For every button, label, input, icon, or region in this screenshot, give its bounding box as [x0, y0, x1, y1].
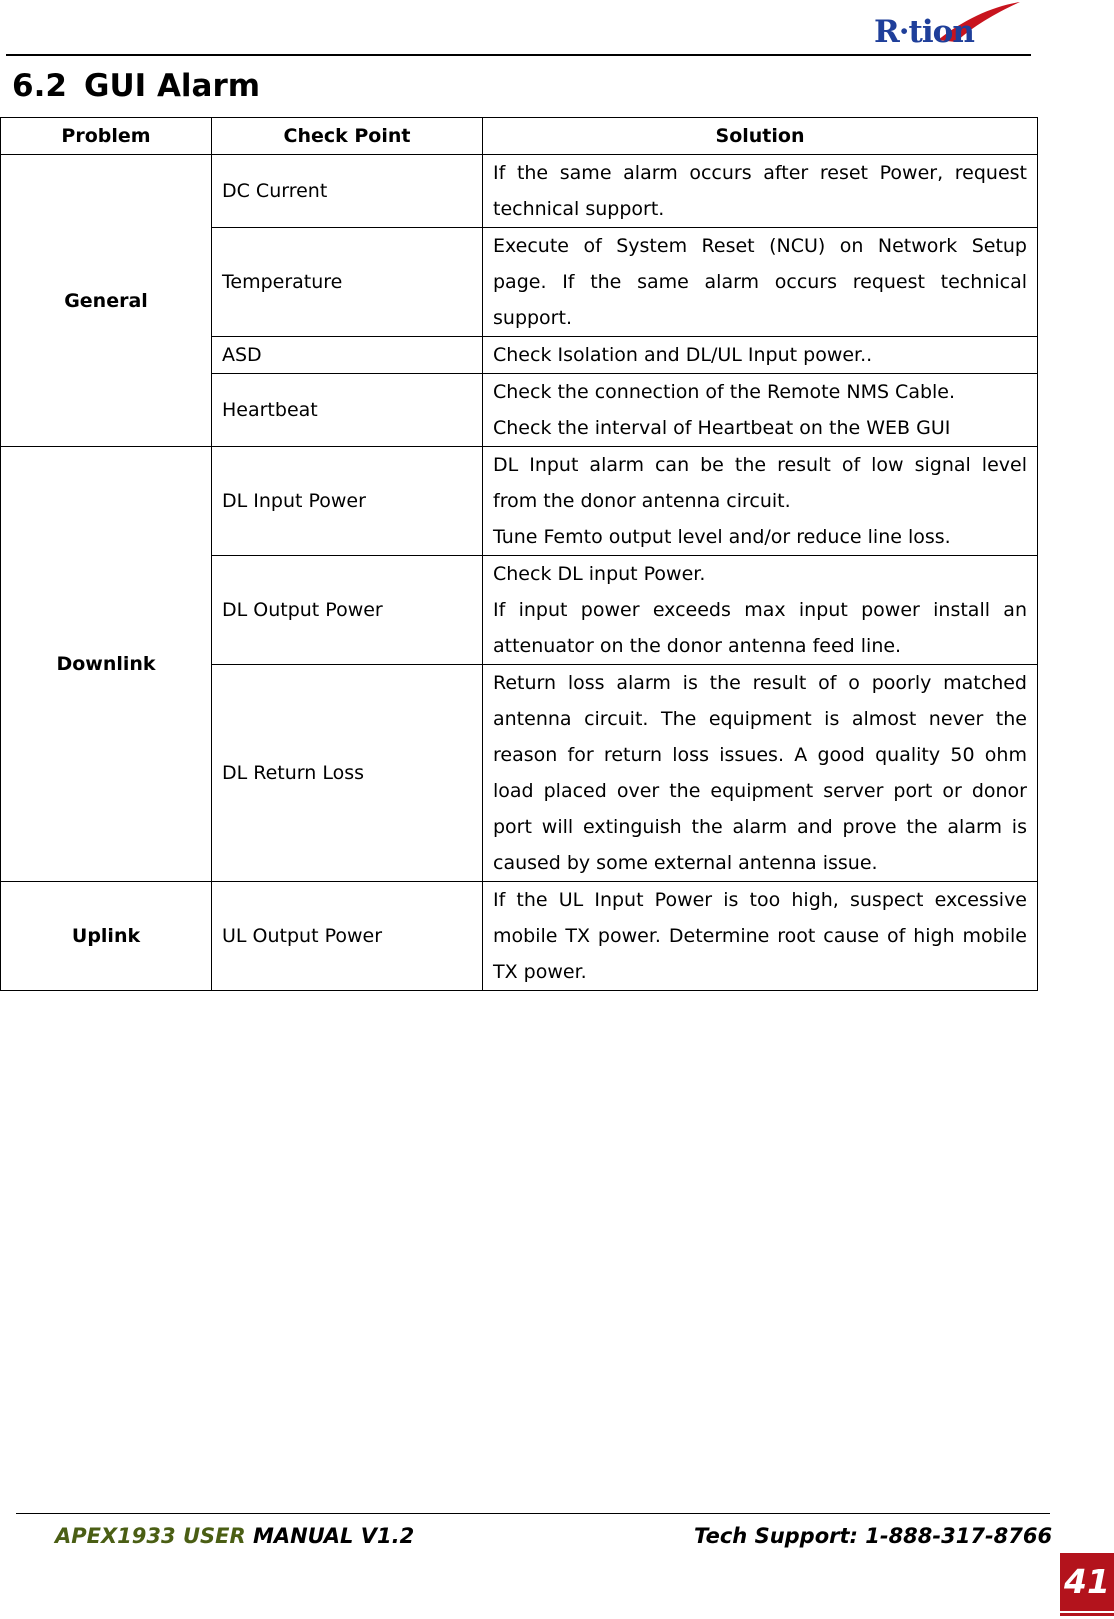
page-badge-underline [1060, 1613, 1114, 1616]
solution-line: Check Isolation and DL/UL Input power.. [493, 344, 873, 366]
solution [483, 665, 1038, 882]
column-header-problem: Problem [1, 118, 212, 155]
column-header-solution: Solution [483, 118, 1038, 155]
solution-line: Check DL input Power. [493, 563, 706, 585]
solution [483, 556, 1038, 665]
solution-line: Execute of System Reset (NCU) on Network Setup page. If the same alarm occurs request technical support. [493, 235, 1027, 329]
section-heading [12, 68, 260, 104]
problem-uplink: Uplink [1, 882, 212, 991]
solution-line: If the same alarm occurs after reset Power, request technical support. [493, 162, 1027, 220]
table-row [1, 882, 1038, 991]
solution [483, 337, 1038, 374]
check-point: DL Input Power [212, 447, 483, 556]
solution-line: DL Input alarm can be the result of low signal level from the donor antenna circuit. [493, 454, 1027, 512]
footer-manual-title [55, 1524, 414, 1548]
solution-line: Check the connection of the Remote NMS Cable. [493, 381, 956, 403]
footer-product: APEX1933 USER [55, 1524, 246, 1548]
solution [483, 228, 1038, 337]
solution-line: Return loss alarm is the result of o poorly matched antenna circuit. The equipment is almost never the reason for return loss issues. A good quality 50 ohm load placed over the equipment server port or donor port will extinguish the alarm and prove the alarm is caused by some external antenna issue. [493, 672, 1027, 874]
problem-general: General [1, 155, 212, 447]
table-row [1, 155, 1038, 228]
gui-alarm-table [0, 117, 1038, 991]
solution-line: If the UL Input Power is too high, suspect excessive mobile TX power. Determine root cause of high mobile TX power. [493, 889, 1027, 983]
check-point: ASD [212, 337, 483, 374]
solution [483, 447, 1038, 556]
page-number-badge: 41 [1060, 1553, 1114, 1611]
table-row [1, 447, 1038, 556]
check-point: UL Output Power [212, 882, 483, 991]
check-point: Heartbeat [212, 374, 483, 447]
footer-tech-support: Tech Support: 1-888-317-8766 [694, 1524, 1053, 1548]
check-point: Temperature [212, 228, 483, 337]
solution-line: Tune Femto output level and/or reduce line loss. [493, 526, 951, 548]
problem-downlink: Downlink [1, 447, 212, 882]
table-header-row [1, 118, 1038, 155]
check-point: DL Output Power [212, 556, 483, 665]
check-point: DL Return Loss [212, 665, 483, 882]
solution [483, 155, 1038, 228]
solution-line: If input power exceeds max input power install an attenuator on the donor antenna feed line. [493, 599, 1027, 657]
footer-manual-version: MANUAL V1.2 [245, 1524, 415, 1548]
solution [483, 374, 1038, 447]
column-header-check-point: Check Point [212, 118, 483, 155]
solution-line: Check the interval of Heartbeat on the WEB GUI [493, 417, 951, 439]
header-rule [6, 54, 1031, 56]
footer-rule [16, 1513, 1050, 1514]
section-title: GUI Alarm [84, 68, 261, 104]
solution [483, 882, 1038, 991]
section-number: 6.2 [12, 68, 67, 104]
check-point: DC Current [212, 155, 483, 228]
rtion-logo [868, 0, 1028, 52]
logo-text: R·tion [874, 14, 974, 50]
